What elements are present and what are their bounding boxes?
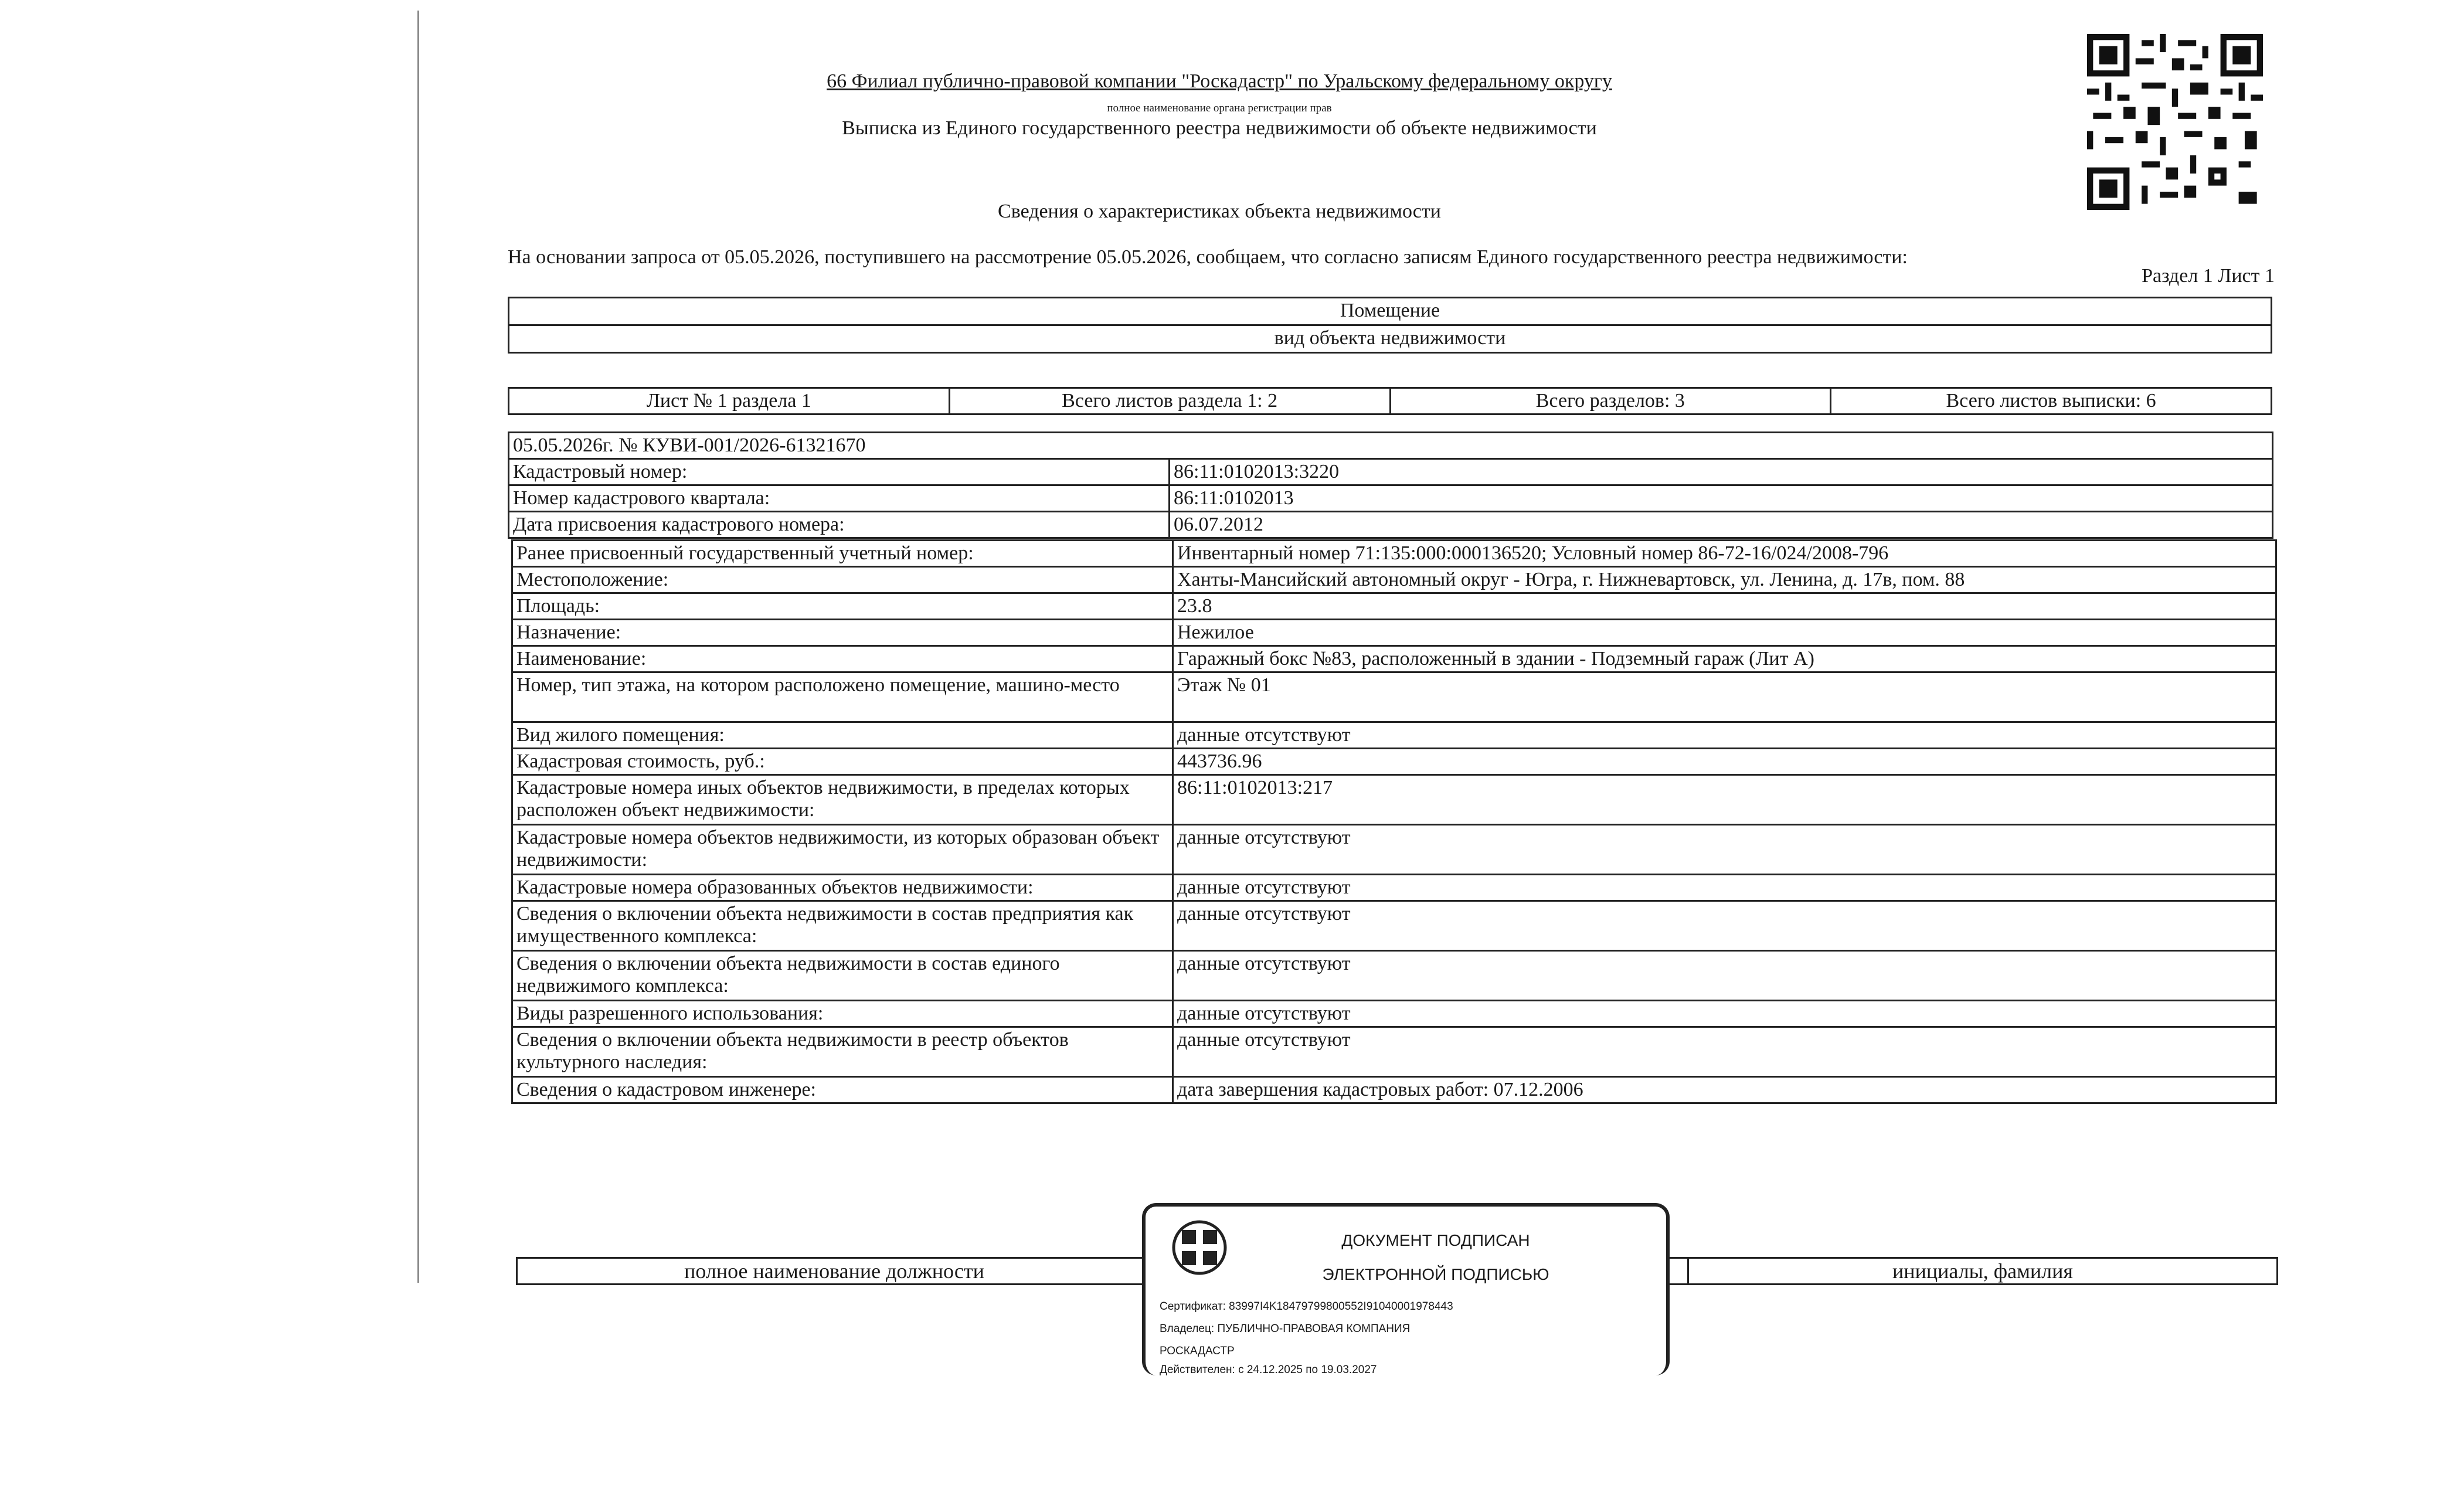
registrar-organization-caption: полное наименование органа регистрации прав: [1107, 102, 1332, 114]
field-label: Вид жилого помещения:: [512, 722, 1173, 749]
field-label: Ранее присвоенный государственный учетный номер:: [512, 541, 1173, 567]
stamp-owner: Владелец: ПУБЛИЧНО-ПРАВОВАЯ КОМПАНИЯ: [1160, 1323, 1411, 1335]
field-value: 23.8: [1173, 593, 2276, 620]
object-type-caption: вид объекта недвижимости: [509, 325, 2272, 353]
field-label: Местоположение:: [512, 567, 1173, 593]
field-value: Инвентарный номер 71:135:000:000136520; Условный номер 86-72-16/024/2008-796: [1173, 541, 2276, 567]
field-value: данные отсутствуют: [1173, 951, 2276, 1001]
table-row: [512, 722, 2276, 749]
field-value: Ханты-Мансийский автономный округ - Югра, г. Нижневартовск, ул. Ленина, д. 17в, пом. 88: [1173, 567, 2276, 593]
field-value: данные отсутствуют: [1173, 901, 2276, 951]
field-label: Кадастровые номера образованных объектов недвижимости:: [512, 875, 1173, 901]
field-value: 86:11:0102013:217: [1173, 775, 2276, 825]
field-label: Сведения о включении объекта недвижимости в реестр объектов культурного наследия:: [512, 1027, 1173, 1077]
table-row: [512, 825, 2276, 875]
table-row: [512, 646, 2276, 672]
field-label: Кадастровые номера объектов недвижимости, из которых образован объект недвижимости:: [512, 825, 1173, 875]
field-value: дата завершения кадастровых работ: 07.12.2006: [1173, 1077, 2276, 1103]
ident-label: Дата присвоения кадастрового номера:: [509, 512, 1170, 538]
field-value: 443736.96: [1173, 749, 2276, 775]
field-value: данные отсутствуют: [1173, 825, 2276, 875]
table-row: [512, 1001, 2276, 1027]
field-label: Виды разрешенного использования:: [512, 1001, 1173, 1027]
section-sheet-ref: Раздел 1 Лист 1: [2142, 265, 2275, 287]
stamp-certificate: Сертификат: 83997I4K18479799800552I91040001978443: [1160, 1300, 1453, 1313]
ident-value: 06.07.2012: [1170, 512, 2273, 538]
extract-sheets-total: Всего листов выписки: 6: [1831, 388, 2272, 414]
table-row: [512, 1027, 2276, 1077]
document-subtitle: Сведения о характеристиках объекта недвижимости: [998, 201, 1441, 222]
ident-value: 86:11:0102013: [1170, 485, 2273, 512]
sheets-info-table: [508, 387, 2272, 415]
stamp-title-line2: ЭЛЕКТРОННОЙ ПОДПИСЬЮ: [1322, 1265, 1549, 1283]
stamp-validity: Действителен: с 24.12.2025 по 19.03.2027: [1160, 1364, 1377, 1376]
field-label: Кадастровые номера иных объектов недвижимости, в пределах которых расположен объект недвижимости:: [512, 775, 1173, 825]
characteristics-table: [511, 539, 2277, 1104]
document-number: 05.05.2026г. № КУВИ-001/2026-61321670: [509, 433, 2273, 459]
field-label: Наименование:: [512, 646, 1173, 672]
roskadastr-logo-icon: [1170, 1218, 1229, 1277]
table-row: [512, 775, 2276, 825]
stamp-owner-name: РОСКАДАСТР: [1160, 1345, 1235, 1357]
identification-table: [508, 431, 2273, 539]
position-caption: полное наименование должности: [517, 1258, 1152, 1285]
table-row: [512, 1077, 2276, 1103]
field-value: данные отсутствуют: [1173, 875, 2276, 901]
table-row: [512, 901, 2276, 951]
stamp-title-line1: ДОКУМЕНТ ПОДПИСАН: [1341, 1231, 1530, 1249]
scan-edge-line: [417, 11, 419, 1283]
table-row: [512, 749, 2276, 775]
object-type-table: [508, 297, 2272, 354]
field-value: данные отсутствуют: [1173, 722, 2276, 749]
field-label: Номер, тип этажа, на котором расположено помещение, машино-место: [512, 672, 1173, 722]
field-value: данные отсутствуют: [1173, 1027, 2276, 1077]
request-basis: На основании запроса от 05.05.2026, поступившего на рассмотрение 05.05.2026, сообщаем, что согласно записям Единого государственного реестра недвижимости:: [508, 246, 1908, 268]
table-row: [512, 593, 2276, 620]
field-label: Сведения о включении объекта недвижимости в состав единого недвижимого комплекса:: [512, 951, 1173, 1001]
sheet-number: Лист № 1 раздела 1: [509, 388, 950, 414]
ident-label: Кадастровый номер:: [509, 459, 1170, 485]
field-label: Площадь:: [512, 593, 1173, 620]
field-value: Нежилое: [1173, 620, 2276, 646]
object-type: Помещение: [509, 298, 2272, 325]
table-row: [512, 672, 2276, 722]
field-value: Этаж № 01: [1173, 672, 2276, 722]
table-row: [512, 620, 2276, 646]
document-title: Выписка из Единого государственного реестра недвижимости об объекте недвижимости: [842, 117, 1597, 139]
electronic-signature-stamp: [1142, 1203, 1670, 1375]
field-label: Кадастровая стоимость, руб.:: [512, 749, 1173, 775]
registrar-organization: 66 Филиал публично-правовой компании "Роскадастр" по Уральскому федеральному округу: [827, 70, 1612, 92]
name-caption: инициалы, фамилия: [1688, 1258, 2278, 1285]
table-row: [512, 541, 2276, 567]
table-row: [512, 875, 2276, 901]
field-value: Гаражный бокс №83, расположенный в здании - Подземный гараж (Лит А): [1173, 646, 2276, 672]
qr-code-icon: [2087, 34, 2263, 210]
ident-value: 86:11:0102013:3220: [1170, 459, 2273, 485]
sections-total: Всего разделов: 3: [1390, 388, 1831, 414]
field-label: Сведения о включении объекта недвижимости в состав предприятия как имущественного комплекса:: [512, 901, 1173, 951]
ident-label: Номер кадастрового квартала:: [509, 485, 1170, 512]
field-label: Назначение:: [512, 620, 1173, 646]
field-value: данные отсутствуют: [1173, 1001, 2276, 1027]
section-sheets-total: Всего листов раздела 1: 2: [949, 388, 1390, 414]
table-row: [512, 951, 2276, 1001]
table-row: [512, 567, 2276, 593]
field-label: Сведения о кадастровом инженере:: [512, 1077, 1173, 1103]
